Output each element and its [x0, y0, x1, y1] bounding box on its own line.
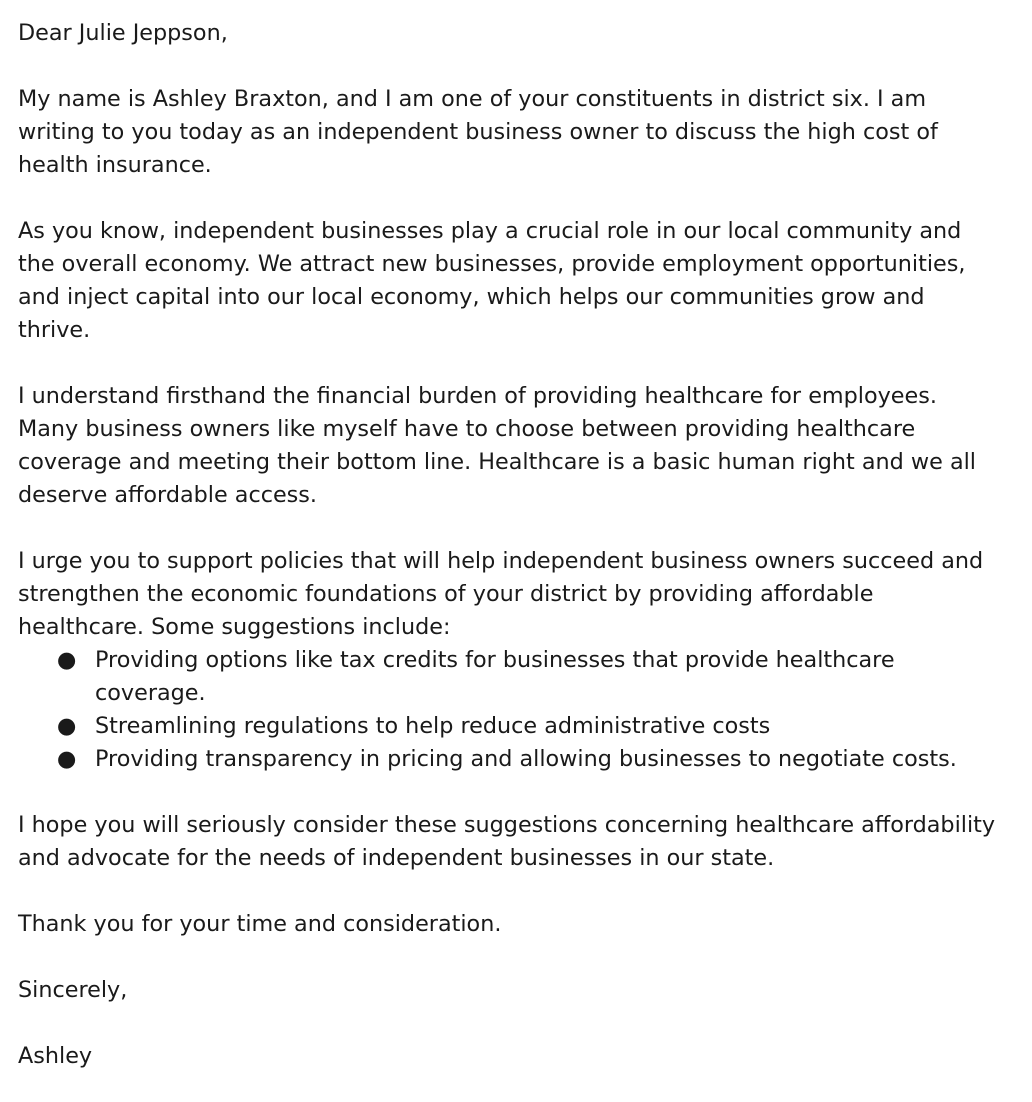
bullet-icon: ● — [57, 647, 77, 673]
suggestion-text: Providing transparency in pricing and allowing businesses to negotiate costs. — [95, 746, 957, 772]
paragraph-closing-hope: I hope you will seriously consider these suggestions concerning healthcare affordability and advocate for the needs of independent businesses in our state. — [18, 812, 996, 871]
paragraph-request: I urge you to support policies that will help independent business owners succeed and strengthen the economic foundations of your district by providing affordable healthcare. Some suggestions include: — [18, 548, 984, 640]
signature: Ashley — [18, 1043, 93, 1069]
suggestion-text: Streamlining regulations to help reduce administrative costs — [95, 713, 771, 739]
paragraph-financial-burden: I understand firsthand the financial burden of providing healthcare for employees. Many business owners like myself have to choose between providing healthcare coverage and meeting their bottom line. Healthcare is a basic human right and we all deserve affordable access. — [18, 383, 977, 508]
bullet-icon: ● — [57, 713, 77, 739]
bullet-icon: ● — [57, 746, 77, 772]
list-item — [18, 644, 1000, 710]
paragraph-business-role: As you know, independent businesses play a crucial role in our local community and the overall economy. We attract new businesses, provide employment opportunities, and inject capital into our local economy, which helps our communities grow and thrive. — [18, 218, 966, 343]
paragraph-introduction: My name is Ashley Braxton, and I am one of your constituents in district six. I am writing to you today as an independent business owner to discuss the high cost of health insurance. — [18, 86, 938, 178]
suggestions-list — [18, 644, 1000, 776]
sign-off: Sincerely, — [18, 977, 128, 1003]
list-item — [18, 743, 1000, 776]
greeting: Dear Julie Jeppson, — [18, 20, 228, 46]
suggestion-text: Providing options like tax credits for businesses that provide healthcare coverage. — [95, 647, 895, 706]
paragraph-thanks: Thank you for your time and consideration. — [18, 911, 502, 937]
list-item — [18, 710, 1000, 743]
